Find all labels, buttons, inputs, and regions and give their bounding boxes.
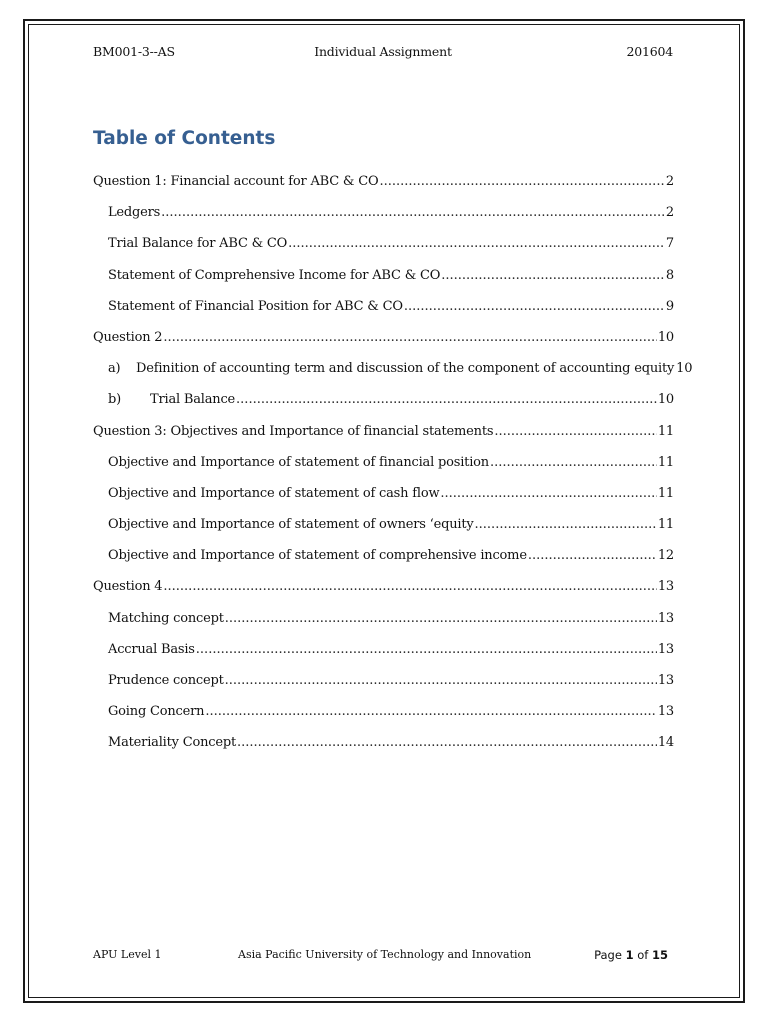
- toc-entry-label: [108, 299, 403, 314]
- toc-dot-leader: [404, 299, 665, 314]
- footer-page-current: 1: [625, 948, 634, 962]
- toc-entry-label: [93, 579, 162, 594]
- toc-entry-page: 2: [665, 174, 674, 189]
- toc-entry-page: 8: [665, 267, 674, 283]
- toc-entry-text: Question 4: [93, 579, 163, 595]
- toc-entry-label: [108, 673, 224, 688]
- toc-entry-page: 7: [665, 236, 674, 252]
- toc-entry-page: 11: [657, 423, 674, 439]
- toc-entry-text: Objective and Importance of statement of financial position: [108, 454, 489, 470]
- toc-entry-label: [108, 548, 527, 563]
- toc-entry-text: Question 3: Objectives and Importance of financial statements: [93, 423, 494, 439]
- toc-entry-text: Prudence concept: [108, 673, 224, 688]
- toc-dot-leader: [161, 205, 665, 220]
- toc-entry-page: 13: [657, 673, 674, 688]
- toc-entry[interactable]: [93, 299, 674, 330]
- toc-entry[interactable]: [93, 579, 674, 610]
- header-assignment-type: Individual Assignment: [314, 44, 452, 59]
- footer-page-of: of: [637, 948, 649, 962]
- toc-entry[interactable]: [93, 268, 674, 299]
- footer-level: APU Level 1: [93, 948, 162, 961]
- toc-dot-leader: [163, 579, 656, 594]
- toc-dot-leader: [494, 424, 657, 439]
- toc-entry-text: Definition of accounting term and discussion of the component of accounting equity: [136, 361, 675, 377]
- toc-entry-page: 14: [657, 735, 674, 751]
- toc-title: Table of Contents: [93, 128, 276, 149]
- toc-entry[interactable]: [93, 611, 674, 642]
- toc-entry-text: Statement of Comprehensive Income for ABC & CO: [108, 267, 441, 283]
- toc-entry-page: 2: [665, 205, 674, 221]
- toc-entry-text: Ledgers: [108, 205, 161, 221]
- toc-entry-page: 13: [657, 704, 674, 720]
- toc-entry-label: [108, 205, 160, 220]
- toc-entry-page: 10: [676, 361, 693, 377]
- toc-entry-text: Accrual Basis: [108, 641, 195, 657]
- toc-entry-label: [108, 392, 235, 407]
- toc-dot-leader: [225, 673, 657, 688]
- toc-entry-text: Trial Balance for ABC & CO: [108, 236, 288, 252]
- toc-entry-marker: a): [108, 361, 121, 377]
- toc-entry-label: [93, 174, 378, 189]
- toc-entry-label: [108, 642, 195, 657]
- toc-entry-text: Objective and Importance of statement of cash flow: [108, 485, 440, 501]
- toc-entry-text: Going Concern: [108, 704, 205, 720]
- toc-dot-leader: [205, 704, 657, 719]
- toc-entry-page: 10: [657, 392, 674, 408]
- toc-entry-text: Question 1: Financial account for ABC & CO: [93, 174, 379, 189]
- toc-entry-label: [108, 704, 204, 719]
- toc-dot-leader: [225, 611, 657, 626]
- toc-entry[interactable]: [93, 174, 674, 205]
- header-course-code: BM001-3--AS: [93, 44, 175, 59]
- toc-dot-leader: [440, 486, 656, 501]
- toc-dot-leader: [490, 455, 657, 470]
- toc-entry-label: [108, 486, 439, 501]
- toc-entry-text: Question 2: [93, 329, 163, 345]
- toc-entry-marker: b): [108, 392, 121, 408]
- footer-page-word: Page: [594, 948, 622, 962]
- toc-entry-page: 13: [657, 579, 674, 595]
- toc-entry-page: 11: [657, 485, 674, 501]
- toc-entry-label: [108, 361, 674, 376]
- toc-entry-text: Matching concept: [108, 610, 224, 626]
- page-header: [93, 44, 673, 62]
- toc-entry[interactable]: [93, 424, 674, 455]
- toc-entry-label: [93, 330, 162, 345]
- toc-entry-page: 12: [657, 548, 674, 564]
- toc-entry[interactable]: [93, 486, 674, 517]
- toc-entry-text: Objective and Importance of statement of owners ‘equity: [108, 517, 474, 533]
- toc-entry[interactable]: [93, 548, 674, 579]
- toc-entry[interactable]: [93, 455, 674, 486]
- toc-dot-leader: [475, 517, 657, 532]
- footer-university: Asia Pacific University of Technology and Innovation: [238, 948, 532, 961]
- toc-entry-page: 13: [657, 641, 674, 657]
- toc-dot-leader: [196, 642, 657, 657]
- footer-page-number: [594, 948, 668, 962]
- toc-entry-text: Materiality Concept: [108, 735, 236, 751]
- toc-entry-label: [108, 268, 440, 283]
- toc-entry-page: 13: [657, 610, 674, 626]
- toc-entry[interactable]: [93, 704, 674, 735]
- toc-entry-label: [108, 735, 236, 750]
- toc-entry[interactable]: [93, 205, 674, 236]
- toc-dot-leader: [379, 174, 664, 189]
- toc-dot-leader: [163, 330, 656, 345]
- toc-entry[interactable]: [93, 361, 693, 392]
- toc-entry[interactable]: [93, 392, 674, 423]
- toc-entry-label: [93, 424, 493, 439]
- toc-entry-label: [108, 236, 287, 251]
- toc-entry-text: Objective and Importance of statement of comprehensive income: [108, 548, 527, 564]
- toc-entry[interactable]: [93, 735, 674, 766]
- toc-entry-text: Trial Balance: [150, 392, 236, 408]
- toc-entry-page: 9: [665, 298, 674, 314]
- page-footer: [93, 948, 668, 966]
- footer-page-total: 15: [651, 948, 668, 962]
- toc-dot-leader: [236, 392, 657, 407]
- toc-entry-label: [108, 611, 224, 626]
- toc-dot-leader: [528, 548, 657, 563]
- table-of-contents: [93, 174, 693, 767]
- toc-entry[interactable]: [93, 673, 674, 704]
- toc-dot-leader: [288, 236, 665, 251]
- header-intake-code: 201604: [626, 44, 673, 59]
- toc-entry[interactable]: [93, 330, 674, 361]
- toc-entry[interactable]: [93, 236, 674, 267]
- toc-entry[interactable]: [93, 517, 674, 548]
- toc-entry[interactable]: [93, 642, 674, 673]
- toc-entry-page: 11: [657, 454, 674, 470]
- toc-entry-text: Statement of Financial Position for ABC & CO: [108, 298, 403, 314]
- toc-entry-page: 11: [657, 517, 674, 533]
- toc-entry-page: 10: [657, 329, 674, 345]
- toc-dot-leader: [441, 268, 665, 283]
- toc-entry-label: [108, 455, 489, 470]
- toc-entry-label: [108, 517, 474, 532]
- toc-dot-leader: [237, 735, 657, 750]
